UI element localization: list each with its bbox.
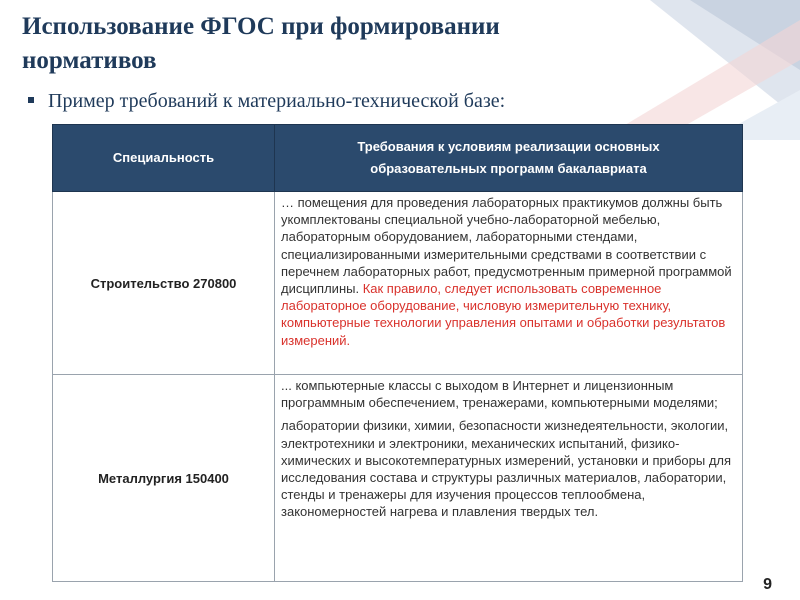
slide-title xyxy=(22,10,622,78)
specialty-cell: Строительство 270800 xyxy=(53,192,275,375)
header-specialty: Специальность xyxy=(53,125,275,192)
page-number: 9 xyxy=(763,576,772,593)
requirements-highlight-text: Как правило, следует использовать современное лабораторное оборудование, числовую измерительную технику, компьютерные технологии управления опытами и обработки результатов измерений. xyxy=(281,281,726,348)
requirements-table xyxy=(52,124,743,582)
bullet-text: Пример требований к материально-технической базе: xyxy=(48,90,506,112)
table-header-row xyxy=(53,125,743,192)
requirements-paragraph: лаборатории физики, химии, безопасности жизнедеятельности, экологии, электротехники и электроники, механических испытаний, физико-химических и высокотемпературных измерений, установки и приборы для исследования состава и структуры различных материалов, лаборатории, стенды и тренажеры для изучения процессов теплообмена, закономерностей нагрева и плавления твердых тел. xyxy=(281,418,732,520)
bullet-icon xyxy=(28,97,34,103)
bullet-item xyxy=(28,90,505,113)
table-row xyxy=(53,192,743,375)
requirements-text: … помещения для проведения лабораторных практикумов должны быть укомплектованы специальной учебно-лабораторной мебелью, лабораторным оборудованием, лабораторными стендами, специализированными измерительными средствами в соответствии с перечнем лабораторных работ, предусмотренным примерной программой дисциплины. xyxy=(281,195,732,297)
slide-title-line-1: Использование ФГОС при формировании xyxy=(22,13,500,40)
requirements-cell xyxy=(275,375,743,582)
slide-title-line-2: нормативов xyxy=(22,47,157,74)
requirements-paragraph: ... компьютерные классы с выходом в Интернет и лицензионным программным обеспечением, тренажерами, компьютерными моделями; xyxy=(281,378,718,411)
specialty-cell: Металлургия 150400 xyxy=(53,375,275,582)
table-row xyxy=(53,375,743,582)
requirements-cell xyxy=(275,192,743,375)
header-requirements-line-1: Требования к условиям реализации основных xyxy=(357,139,660,154)
header-requirements-line-2: образовательных программ бакалавриата xyxy=(370,161,647,176)
header-requirements xyxy=(275,125,743,192)
